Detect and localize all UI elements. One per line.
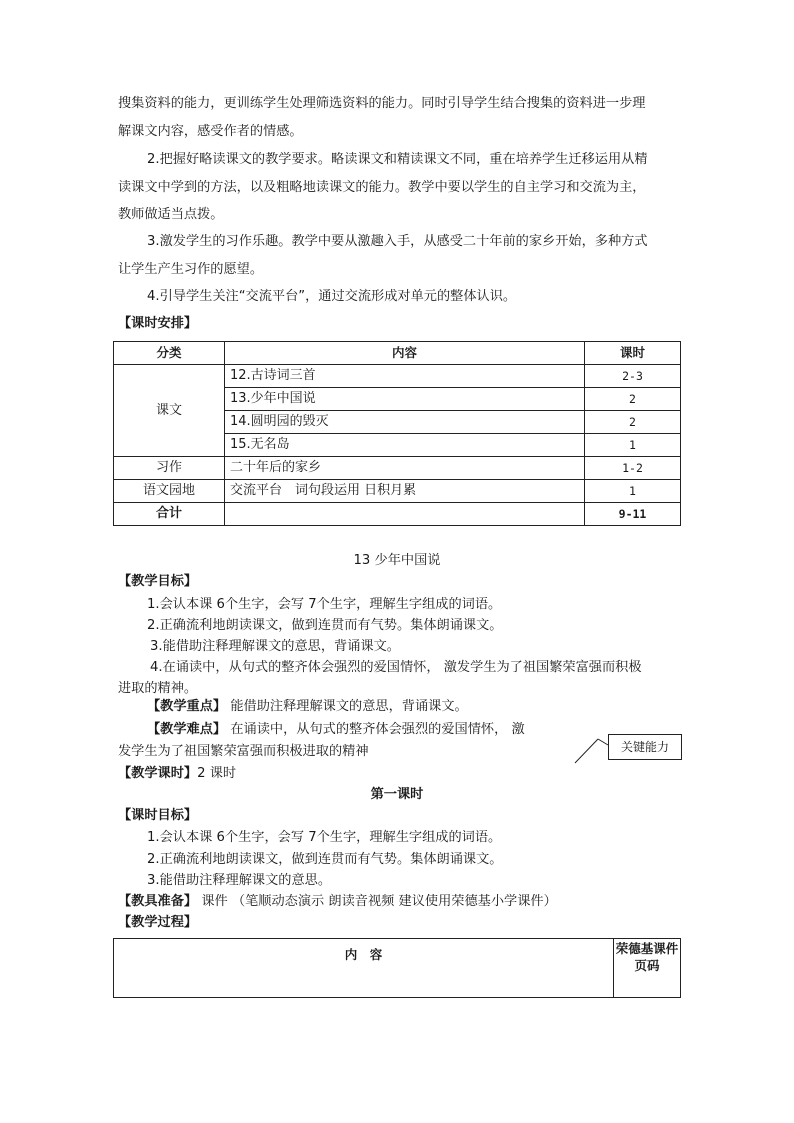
intro-para-3a: 3.激发学生的习作乐趣。教学中要从激趣入手，从感受二十年前的家乡开始，多种方式 bbox=[147, 234, 648, 249]
schedule-col-content: 内容 bbox=[225, 342, 585, 365]
teaching-prep bbox=[118, 893, 557, 911]
schedule-header-row bbox=[114, 342, 681, 365]
schedule-category: 语文园地 bbox=[114, 480, 225, 503]
schedule-content: 15.无名岛 bbox=[225, 434, 585, 457]
schedule-heading: 【课时安排】 bbox=[118, 316, 198, 331]
schedule-hours: 1-2 bbox=[585, 457, 681, 480]
lesson-hours-label: 【教学课时】 bbox=[118, 766, 198, 781]
key-point-label: 【教学重点】 bbox=[147, 699, 227, 714]
schedule-hours: 1 bbox=[585, 434, 681, 457]
process-table bbox=[113, 938, 681, 998]
first-period-title: 第一课时 bbox=[370, 787, 424, 802]
lesson-goal-2: 2.正确流利地朗读课文，做到连贯而有气势。集体朗诵课文。 bbox=[147, 618, 503, 633]
schedule-col-category: 分类 bbox=[114, 342, 225, 365]
schedule-content: 交流平台 词句段运用 日积月累 bbox=[225, 480, 585, 503]
schedule-hours: 1 bbox=[585, 480, 681, 503]
schedule-row bbox=[114, 480, 681, 503]
process-header-row bbox=[114, 939, 681, 998]
difficulty-label: 【教学难点】 bbox=[147, 722, 227, 737]
lesson-goal-4b: 进取的精神。 bbox=[118, 681, 198, 696]
lesson-difficulty-cont: 发学生为了祖国繁荣富强而积极进取的精神 bbox=[118, 744, 369, 759]
process-heading: 【教学过程】 bbox=[118, 915, 198, 930]
schedule-total-empty bbox=[225, 503, 585, 526]
callout-pointer bbox=[574, 738, 610, 764]
lesson-goal-4a: 4.在诵读中，从句式的整齐体会强烈的爱国情怀， 激发学生为了祖国繁荣富强而积极 bbox=[150, 660, 642, 675]
key-ability-callout: 关键能力 bbox=[608, 734, 682, 760]
process-col-page: 荣德基课件页码 bbox=[614, 939, 681, 998]
schedule-row bbox=[114, 457, 681, 480]
intro-line-1: 搜集资料的能力，更训练学生处理筛选资料的能力。同时引导学生结合搜集的资料进一步理 bbox=[118, 96, 646, 111]
period-goal-2: 2.正确流利地朗读课文，做到连贯而有气势。集体朗诵课文。 bbox=[147, 852, 503, 867]
lesson-goal-1: 1.会认本课 6个生字，会写 7个生字，理解生字组成的词语。 bbox=[147, 597, 502, 612]
period-goals-heading: 【课时目标】 bbox=[118, 808, 198, 823]
schedule-total-hours: 9-11 bbox=[585, 503, 681, 526]
schedule-content: 14.圆明园的毁灭 bbox=[225, 411, 585, 434]
lesson-goal-3: 3.能借助注释理解课文的意思，背诵课文。 bbox=[150, 639, 400, 654]
schedule-total-row bbox=[114, 503, 681, 526]
schedule-hours: 2 bbox=[585, 388, 681, 411]
schedule-col-hours: 课时 bbox=[585, 342, 681, 365]
schedule-category: 习作 bbox=[114, 457, 225, 480]
lesson-hours bbox=[118, 765, 236, 783]
intro-para-4: 4.引导学生关注“交流平台”，通过交流形成对单元的整体认识。 bbox=[147, 289, 517, 304]
period-goal-1: 1.会认本课 6个生字，会写 7个生字，理解生字组成的词语。 bbox=[147, 830, 502, 845]
schedule-content: 二十年后的家乡 bbox=[225, 457, 585, 480]
schedule-row bbox=[114, 365, 681, 388]
schedule-content: 13.少年中国说 bbox=[225, 388, 585, 411]
schedule-total-label: 合计 bbox=[114, 503, 225, 526]
schedule-hours: 2 bbox=[585, 411, 681, 434]
schedule-category-kewen: 课文 bbox=[114, 365, 225, 457]
schedule-content: 12.古诗词三首 bbox=[225, 365, 585, 388]
difficulty-text: 在诵读中，从句式的整齐体会强烈的爱国情怀， 激 bbox=[226, 722, 525, 737]
lesson-hours-value: 2 课时 bbox=[197, 766, 237, 781]
intro-para-2b: 读课文中学到的方法，以及粗略地读课文的能力。教学中要以学生的自主学习和交流为主， bbox=[118, 180, 646, 195]
intro-para-3b: 让学生产生习作的愿望。 bbox=[118, 262, 264, 277]
intro-para-2c: 教师做适当点拨。 bbox=[118, 207, 224, 222]
lesson-difficulty bbox=[147, 721, 525, 739]
lesson-title: 13 少年中国说 bbox=[353, 553, 441, 568]
schedule-table bbox=[113, 341, 681, 526]
intro-para-2a: 2.把握好略读课文的教学要求。略读课文和精读课文不同，重在培养学生迁移运用从精 bbox=[147, 152, 648, 167]
period-goal-3: 3.能借助注释理解课文的意思。 bbox=[147, 873, 332, 888]
intro-line-2: 解课文内容，感受作者的情感。 bbox=[118, 124, 303, 139]
lesson-goals-heading: 【教学目标】 bbox=[118, 574, 198, 589]
key-point-text: 能借助注释理解课文的意思，背诵课文。 bbox=[226, 699, 468, 714]
teaching-prep-text: 课件 （笔顺动态演示 朗读音视频 建议使用荣德基小学课件） bbox=[197, 894, 557, 909]
lesson-key-point bbox=[147, 698, 468, 716]
schedule-hours: 2-3 bbox=[585, 365, 681, 388]
process-col-content: 内 容 bbox=[114, 939, 614, 998]
teaching-prep-label: 【教具准备】 bbox=[118, 894, 198, 909]
